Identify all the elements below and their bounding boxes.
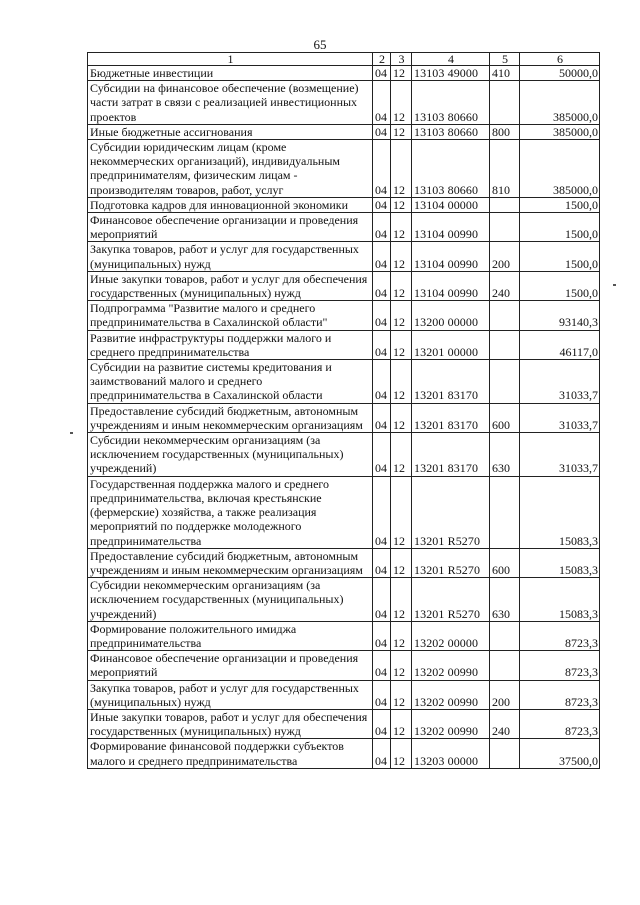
row-name: Предоставление субсидий бюджетным, автономным учреждениям и иным некоммерческим организациям	[88, 548, 373, 577]
row-target-code: 13201 R5270	[412, 548, 490, 577]
row-amount: 1500,0	[520, 197, 600, 212]
row-expense-type	[490, 213, 520, 242]
row-section: 04	[373, 548, 391, 577]
row-expense-type: 200	[490, 242, 520, 271]
row-target-code: 13104 00990	[412, 242, 490, 271]
row-section: 04	[373, 81, 391, 125]
row-target-code: 13104 00990	[412, 213, 490, 242]
row-target-code: 13202 00000	[412, 621, 490, 650]
row-subsection: 12	[391, 197, 412, 212]
row-amount: 50000,0	[520, 66, 600, 81]
header-col-1: 1	[88, 53, 373, 66]
row-section: 04	[373, 403, 391, 432]
row-target-code: 13201 83170	[412, 403, 490, 432]
row-name: Субсидии на развитие системы кредитования и заимствований малого и среднего предпринимательства в Сахалинской области	[88, 360, 373, 404]
row-expense-type	[490, 621, 520, 650]
row-subsection: 12	[391, 739, 412, 768]
row-target-code: 13103 80660	[412, 124, 490, 139]
row-subsection: 12	[391, 548, 412, 577]
row-section: 04	[373, 360, 391, 404]
page-number: 65	[313, 37, 327, 52]
table-row	[88, 66, 600, 81]
row-amount: 1500,0	[520, 213, 600, 242]
row-name: Субсидии юридическим лицам (кроме некоммерческих организаций), индивидуальным предпринимателям, физическим лицам - производителям товаров, работ, услуг	[88, 140, 373, 198]
table-row	[88, 124, 600, 139]
row-section: 04	[373, 66, 391, 81]
row-amount: 1500,0	[520, 242, 600, 271]
row-section: 04	[373, 680, 391, 709]
scan-speck	[70, 432, 73, 434]
row-section: 04	[373, 578, 391, 622]
row-expense-type: 630	[490, 578, 520, 622]
row-amount: 1500,0	[520, 271, 600, 300]
row-name: Развитие инфраструктуры поддержки малого и среднего предпринимательства	[88, 330, 373, 359]
row-expense-type: 600	[490, 403, 520, 432]
row-section: 04	[373, 242, 391, 271]
scan-speck	[613, 284, 616, 286]
row-section: 04	[373, 739, 391, 768]
table-row	[88, 680, 600, 709]
row-section: 04	[373, 651, 391, 680]
table-row	[88, 651, 600, 680]
row-target-code: 13201 83170	[412, 360, 490, 404]
table-row	[88, 709, 600, 738]
row-amount: 8723,3	[520, 680, 600, 709]
row-subsection: 12	[391, 301, 412, 330]
row-section: 04	[373, 124, 391, 139]
row-target-code: 13201 00000	[412, 330, 490, 359]
row-expense-type: 800	[490, 124, 520, 139]
row-expense-type	[490, 360, 520, 404]
row-amount: 93140,3	[520, 301, 600, 330]
row-target-code: 13103 80660	[412, 140, 490, 198]
row-expense-type	[490, 330, 520, 359]
row-target-code: 13103 49000	[412, 66, 490, 81]
row-expense-type: 410	[490, 66, 520, 81]
table-body	[88, 66, 600, 769]
row-amount: 385000,0	[520, 81, 600, 125]
row-subsection: 12	[391, 242, 412, 271]
row-subsection: 12	[391, 271, 412, 300]
row-amount: 15083,3	[520, 476, 600, 548]
row-name: Иные закупки товаров, работ и услуг для обеспечения государственных (муниципальных) нужд	[88, 271, 373, 300]
row-name: Иные бюджетные ассигнования	[88, 124, 373, 139]
row-subsection: 12	[391, 330, 412, 359]
header-col-6: 6	[520, 53, 600, 66]
row-section: 04	[373, 476, 391, 548]
table-row	[88, 242, 600, 271]
table-row	[88, 548, 600, 577]
row-name: Финансовое обеспечение организации и проведения мероприятий	[88, 213, 373, 242]
row-subsection: 12	[391, 213, 412, 242]
row-section: 04	[373, 621, 391, 650]
row-name: Субсидии некоммерческим организациям (за исключением государственных (муниципальных) учреждений)	[88, 578, 373, 622]
row-expense-type	[490, 197, 520, 212]
row-amount: 8723,3	[520, 621, 600, 650]
row-name: Финансовое обеспечение организации и проведения мероприятий	[88, 651, 373, 680]
row-name: Субсидии на финансовое обеспечение (возмещение) части затрат в связи с реализацией инвестиционных проектов	[88, 81, 373, 125]
header-col-3: 3	[391, 53, 412, 66]
table-row	[88, 330, 600, 359]
row-subsection: 12	[391, 651, 412, 680]
row-target-code: 13200 00000	[412, 301, 490, 330]
table-row	[88, 213, 600, 242]
row-expense-type: 200	[490, 680, 520, 709]
row-target-code: 13201 R5270	[412, 476, 490, 548]
row-subsection: 12	[391, 140, 412, 198]
row-subsection: 12	[391, 403, 412, 432]
row-name: Государственная поддержка малого и среднего предпринимательства, включая крестьянские (фермерские) хозяйства, а также реализация мероприятий по поддержке молодежного предпринимательства	[88, 476, 373, 548]
row-target-code: 13104 00000	[412, 197, 490, 212]
row-subsection: 12	[391, 621, 412, 650]
row-subsection: 12	[391, 124, 412, 139]
row-target-code: 13202 00990	[412, 680, 490, 709]
row-expense-type	[490, 476, 520, 548]
row-subsection: 12	[391, 433, 412, 477]
table-row	[88, 403, 600, 432]
row-target-code: 13202 00990	[412, 709, 490, 738]
row-amount: 15083,3	[520, 578, 600, 622]
row-expense-type	[490, 651, 520, 680]
row-name: Иные закупки товаров, работ и услуг для обеспечения государственных (муниципальных) нужд	[88, 709, 373, 738]
row-subsection: 12	[391, 476, 412, 548]
table-row	[88, 621, 600, 650]
table-row	[88, 301, 600, 330]
table-row	[88, 271, 600, 300]
row-name: Предоставление субсидий бюджетным, автономным учреждениям и иным некоммерческим организациям	[88, 403, 373, 432]
header-col-5: 5	[490, 53, 520, 66]
row-expense-type: 240	[490, 709, 520, 738]
row-section: 04	[373, 213, 391, 242]
row-amount: 8723,3	[520, 651, 600, 680]
table-header	[88, 53, 600, 66]
table-row	[88, 476, 600, 548]
row-expense-type: 240	[490, 271, 520, 300]
row-amount: 31033,7	[520, 403, 600, 432]
row-amount: 46117,0	[520, 330, 600, 359]
row-expense-type	[490, 739, 520, 768]
row-expense-type: 810	[490, 140, 520, 198]
row-section: 04	[373, 330, 391, 359]
row-section: 04	[373, 271, 391, 300]
row-amount: 385000,0	[520, 140, 600, 198]
row-name: Формирование положительного имиджа предпринимательства	[88, 621, 373, 650]
row-target-code: 13203 00000	[412, 739, 490, 768]
table-row	[88, 81, 600, 125]
row-section: 04	[373, 197, 391, 212]
row-subsection: 12	[391, 578, 412, 622]
row-section: 04	[373, 301, 391, 330]
row-subsection: 12	[391, 81, 412, 125]
row-name: Закупка товаров, работ и услуг для государственных (муниципальных) нужд	[88, 242, 373, 271]
row-subsection: 12	[391, 360, 412, 404]
row-name: Закупка товаров, работ и услуг для государственных (муниципальных) нужд	[88, 680, 373, 709]
row-name: Подпрограмма "Развитие малого и среднего предпринимательства в Сахалинской области"	[88, 301, 373, 330]
table-row	[88, 140, 600, 198]
header-row	[88, 53, 600, 66]
table-row	[88, 739, 600, 768]
row-target-code: 13201 R5270	[412, 578, 490, 622]
table-row	[88, 360, 600, 404]
row-section: 04	[373, 433, 391, 477]
row-section: 04	[373, 709, 391, 738]
row-amount: 8723,3	[520, 709, 600, 738]
row-amount: 31033,7	[520, 360, 600, 404]
row-expense-type: 630	[490, 433, 520, 477]
table-row	[88, 197, 600, 212]
row-expense-type: 600	[490, 548, 520, 577]
header-col-4: 4	[412, 53, 490, 66]
row-expense-type	[490, 81, 520, 125]
row-subsection: 12	[391, 680, 412, 709]
header-col-2: 2	[373, 53, 391, 66]
row-target-code: 13201 83170	[412, 433, 490, 477]
row-amount: 37500,0	[520, 739, 600, 768]
row-amount: 385000,0	[520, 124, 600, 139]
row-subsection: 12	[391, 709, 412, 738]
row-subsection: 12	[391, 66, 412, 81]
row-name: Подготовка кадров для инновационной экономики	[88, 197, 373, 212]
row-section: 04	[373, 140, 391, 198]
row-target-code: 13202 00990	[412, 651, 490, 680]
row-amount: 15083,3	[520, 548, 600, 577]
table-row	[88, 433, 600, 477]
row-expense-type	[490, 301, 520, 330]
row-name: Формирование финансовой поддержки субъектов малого и среднего предпринимательства	[88, 739, 373, 768]
table-row	[88, 578, 600, 622]
row-target-code: 13103 80660	[412, 81, 490, 125]
row-amount: 31033,7	[520, 433, 600, 477]
row-name: Бюджетные инвестиции	[88, 66, 373, 81]
budget-table	[87, 52, 600, 769]
row-name: Субсидии некоммерческим организациям (за исключением государственных (муниципальных) учреждений)	[88, 433, 373, 477]
row-target-code: 13104 00990	[412, 271, 490, 300]
